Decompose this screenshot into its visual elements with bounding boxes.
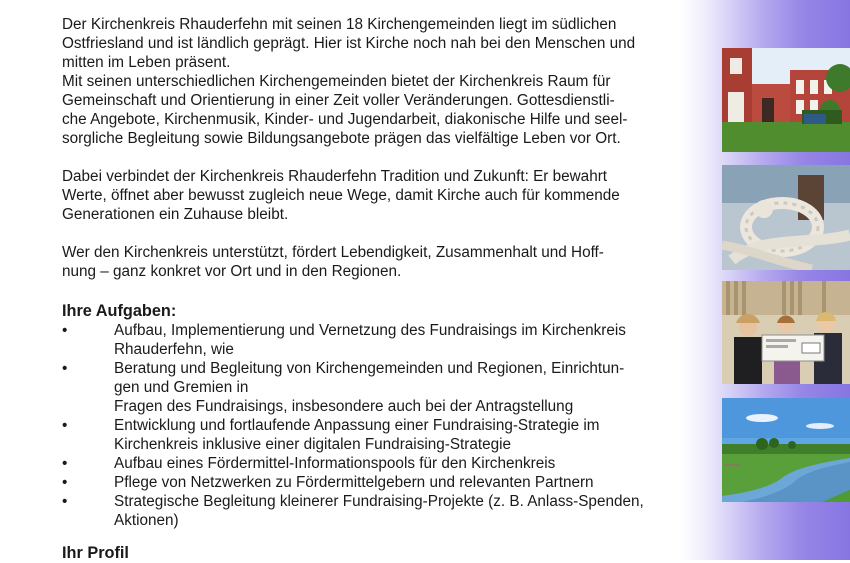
text-line: Aktionen) [114, 512, 179, 529]
text-line: nung – ganz konkret vor Ort und in den Regionen. [62, 263, 402, 280]
list-item [62, 473, 702, 492]
text-line: Entwicklung und fortlaufende Anpassung einer Fundraising-Strategie im [114, 417, 600, 434]
bullet-glyph: • [62, 474, 68, 491]
text-line: che Angebote, Kirchenmusik, Kinder- und Jugendarbeit, diakonische Hilfe und seel- [62, 111, 628, 128]
text-line: Aufbau eines Fördermittel-Informationspools für den Kirchenkreis [114, 455, 556, 472]
bullet-glyph: • [62, 322, 68, 339]
text-line: Der Kirchenkreis Rhauderfehn mit seinen 18 Kirchengemeinden liegt im südlichen [62, 16, 617, 33]
list-item [62, 321, 702, 359]
tasks-heading: Ihre Aufgaben: [62, 302, 177, 320]
text-line: Strategische Begleitung kleinerer Fundraising-Projekte (z. B. Anlass-Spenden, [114, 493, 644, 510]
text-line: Dabei verbindet der Kirchenkreis Rhauderfehn Tradition und Zukunft: Er bewahrt [62, 168, 608, 185]
bullet-glyph: • [62, 493, 68, 510]
tasks-list [62, 321, 702, 530]
intro-paragraph-1 [62, 15, 702, 148]
text-line: mitten im Leben präsent. [62, 54, 231, 71]
text-line: Kirchenkreis inklusive einer digitalen Fundraising-Strategie [114, 436, 512, 453]
rope-knot-photo [722, 165, 850, 270]
text-line: Pflege von Netzwerken zu Fördermittelgebern und relevanten Partnern [114, 474, 594, 491]
list-item [62, 359, 702, 416]
bullet-glyph: • [62, 360, 68, 377]
profile-heading: Ihr Profil [62, 544, 129, 562]
text-line: Werte, öffnet aber bewusst zugleich neue Wege, damit Kirche auch für kommende [62, 187, 620, 204]
list-item [62, 492, 702, 530]
text-line: Rhauderfehn, wie [114, 341, 234, 358]
check-handover-photo [722, 281, 850, 384]
text-line: Fragen des Fundraisings, insbesondere auch bei der Antragstellung [114, 398, 574, 415]
text-line: Mit seinen unterschiedlichen Kirchengemeinden bietet der Kirchenkreis Raum für [62, 73, 611, 90]
intro-paragraph-2 [62, 167, 702, 224]
text-line: Generationen ein Zuhause bleibt. [62, 206, 289, 223]
text-line: Gemeinschaft und Orientierung in einer Zeit voller Veränderungen. Gottesdienstli- [62, 92, 615, 109]
text-line: gen und Gremien in [114, 379, 249, 396]
list-item [62, 454, 702, 473]
intro-paragraph-3 [62, 243, 702, 281]
church-building-photo [722, 48, 850, 152]
text-line: Aufbau, Implementierung und Vernetzung des Fundraisings im Kirchenkreis [114, 322, 626, 339]
text-line: Ostfriesland und ist ländlich geprägt. Hier ist Kirche noch nah bei den Menschen und [62, 35, 636, 52]
text-line: sorgliche Begleitung sowie Bildungsangebote prägen das vielfältige Leben vor Ort. [62, 130, 621, 147]
bullet-glyph: • [62, 455, 68, 472]
bullet-glyph: • [62, 417, 68, 434]
river-landscape-photo [722, 398, 850, 502]
main-text [62, 15, 702, 563]
list-item [62, 416, 702, 454]
text-line: Wer den Kirchenkreis unterstützt, fördert Lebendigkeit, Zusammenhalt und Hoff- [62, 244, 604, 261]
text-line: Beratung und Begleitung von Kirchengemeinden und Regionen, Einrichtun- [114, 360, 625, 377]
